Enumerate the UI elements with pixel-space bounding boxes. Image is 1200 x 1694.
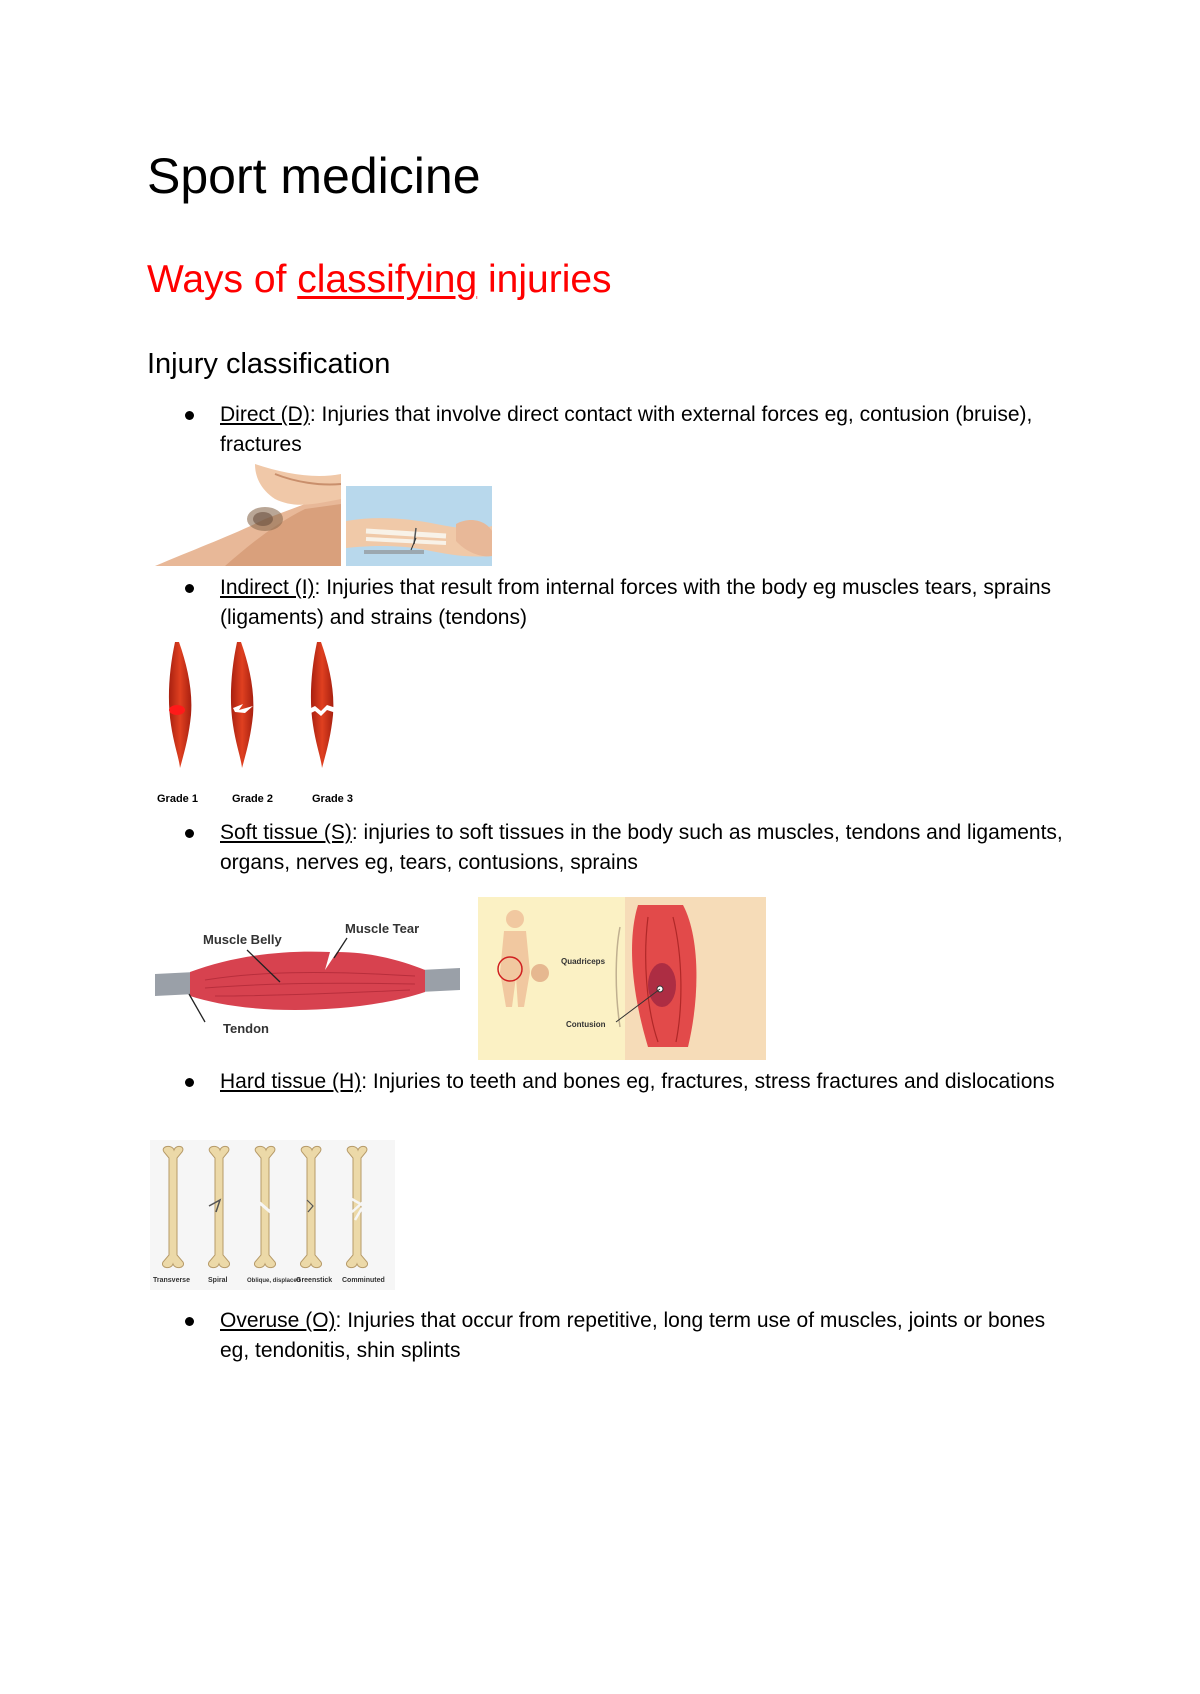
desc-soft-tissue: : injuries to soft tissues in the body such as muscles, tendons and ligaments, organs, nerves eg, tears, contusions, sprains bbox=[220, 821, 1063, 874]
desc-overuse: : Injuries that occur from repetitive, long term use of muscles, joints or bones eg, tendonitis, shin splints bbox=[220, 1309, 1046, 1362]
greenstick-label: Greenstick bbox=[296, 1277, 333, 1284]
term-hard-tissue: Hard tissue (H) bbox=[220, 1070, 362, 1093]
muscle-tear-label: Muscle Tear bbox=[345, 921, 420, 936]
oblique-label: Oblique, displaced bbox=[247, 1278, 301, 1284]
bullet-icon bbox=[185, 411, 194, 420]
list-item-hard-tissue bbox=[220, 1067, 1080, 1097]
contusion-label: Contusion bbox=[566, 1020, 606, 1029]
section-heading-pre: Ways of bbox=[147, 258, 298, 301]
tendon-label: Tendon bbox=[223, 1021, 269, 1036]
comminuted-label: Comminuted bbox=[342, 1277, 385, 1284]
section-heading bbox=[147, 256, 612, 304]
bullet-icon bbox=[185, 1078, 194, 1087]
wrist-fracture-image bbox=[346, 486, 492, 566]
bullet-icon bbox=[185, 829, 194, 838]
quadriceps-label: Quadriceps bbox=[561, 957, 606, 966]
term-soft-tissue: Soft tissue (S) bbox=[220, 821, 352, 844]
term-direct: Direct (D) bbox=[220, 403, 310, 426]
desc-hard-tissue: : Injuries to teeth and bones eg, fractures, stress fractures and dislocations bbox=[361, 1070, 1055, 1093]
grade3-muscle bbox=[307, 642, 339, 768]
term-overuse: Overuse (O) bbox=[220, 1309, 336, 1332]
grade3-label: Grade 3 bbox=[312, 793, 353, 805]
list-item-soft-tissue bbox=[220, 818, 1080, 878]
bruised-leg-image bbox=[155, 464, 341, 566]
grade1-label: Grade 1 bbox=[157, 793, 198, 805]
list-item-indirect bbox=[220, 573, 1080, 633]
list-item-direct bbox=[220, 400, 1080, 460]
quadriceps-contusion-image bbox=[478, 897, 766, 1060]
page-title: Sport medicine bbox=[147, 148, 481, 204]
bullet-icon bbox=[185, 584, 194, 593]
desc-direct: : Injuries that involve direct contact with external forces eg, contusion (bruise), fractures bbox=[220, 403, 1033, 456]
bullet-icon bbox=[185, 1317, 194, 1326]
muscle-belly-label: Muscle Belly bbox=[203, 932, 282, 947]
term-indirect: Indirect (I) bbox=[220, 576, 315, 599]
section-heading-underlined: classifying bbox=[297, 258, 478, 301]
desc-indirect: : Injuries that result from internal forces with the body eg muscles tears, sprains (ligaments) and strains (tendons) bbox=[220, 576, 1052, 629]
transverse-label: Transverse bbox=[153, 1277, 190, 1284]
section-heading-post: injuries bbox=[477, 258, 612, 301]
muscle-grades-figure bbox=[155, 640, 365, 810]
spiral-label: Spiral bbox=[208, 1277, 228, 1284]
subheading: Injury classification bbox=[147, 348, 391, 380]
grade2-muscle bbox=[231, 642, 253, 768]
muscle-tear-diagram bbox=[155, 910, 460, 1040]
grade2-label: Grade 2 bbox=[232, 793, 273, 805]
list-item-overuse bbox=[220, 1306, 1080, 1366]
bone-fractures-figure bbox=[150, 1140, 395, 1290]
grade1-muscle bbox=[169, 642, 191, 768]
